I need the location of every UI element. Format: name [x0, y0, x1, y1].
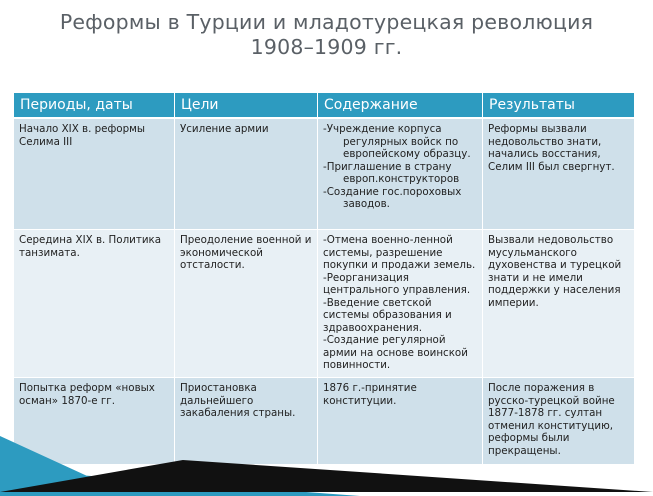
cell-period: Попытка реформ «новых осман» 1870-е гг.	[14, 378, 175, 465]
content-line: покупки и продажи земель.	[323, 259, 476, 271]
table-header-row	[14, 93, 635, 119]
content-line: -Учреждение корпуса	[323, 123, 442, 135]
title-line-1: Реформы в Турции и младотурецкая революция	[59, 10, 594, 34]
header-content: Содержание	[318, 93, 483, 119]
slide-title	[0, 10, 653, 60]
table-row	[14, 378, 635, 465]
content-line: регулярных войск по	[343, 135, 459, 148]
header-results: Результаты	[483, 93, 635, 119]
content-line: европейскому образцу.	[343, 148, 471, 160]
cell-goals: Усиление армии	[175, 118, 318, 230]
cell-period: Середина XIX в. Политика танзимата.	[14, 230, 175, 378]
content-line: -Введение светской	[323, 296, 432, 309]
cell-results: Реформы вызвали недовольство знати, начались восстания, Селим III был свергнут.	[483, 118, 635, 230]
cell-content	[318, 230, 483, 378]
content-line: центрального управления.	[323, 284, 471, 296]
cell-results: Вызвали недовольство мусульманского духовенства и турецкой знати и не имели поддержки у населения империи.	[483, 230, 635, 378]
cell-goals: Приостановка дальнейшего закабаления страны.	[175, 378, 318, 465]
content-line: -Приглашение в страну	[323, 160, 452, 173]
reforms-table	[13, 92, 635, 465]
cell-period: Начало XIX в. реформы Селима III	[14, 118, 175, 230]
cell-goals: Преодоление военной и экономической отсталости.	[175, 230, 318, 378]
content-line: 1876 г.-принятие	[323, 382, 417, 394]
header-periods: Периоды, даты	[14, 93, 175, 119]
cell-results: После поражения в русско-турецкой войне 1877-1878 гг. султан отменил конституцию, реформы были прекращены.	[483, 378, 635, 465]
content-line: повинности.	[323, 359, 391, 371]
content-line: системы образования и	[323, 309, 452, 321]
cell-content	[318, 118, 483, 230]
cell-content	[318, 378, 483, 465]
content-line: -Создание гос.пороховых	[323, 185, 462, 198]
content-line: -Создание регулярной	[323, 334, 446, 346]
content-line: здравоохранения.	[323, 321, 423, 334]
header-goals: Цели	[175, 93, 318, 119]
title-line-2: 1908–1909 гг.	[250, 35, 403, 59]
table-row	[14, 230, 635, 378]
table-row	[14, 118, 635, 230]
content-line: заводов.	[343, 198, 390, 210]
content-line: -Реорганизация	[323, 271, 409, 284]
content-line: системы, разрешение	[323, 246, 443, 259]
content-line: конституции.	[323, 394, 397, 407]
content-line: -Отмена военно-ленной	[323, 234, 453, 246]
content-line: европ.конструкторов	[343, 173, 460, 185]
content-line: армии на основе воинской	[323, 346, 468, 359]
